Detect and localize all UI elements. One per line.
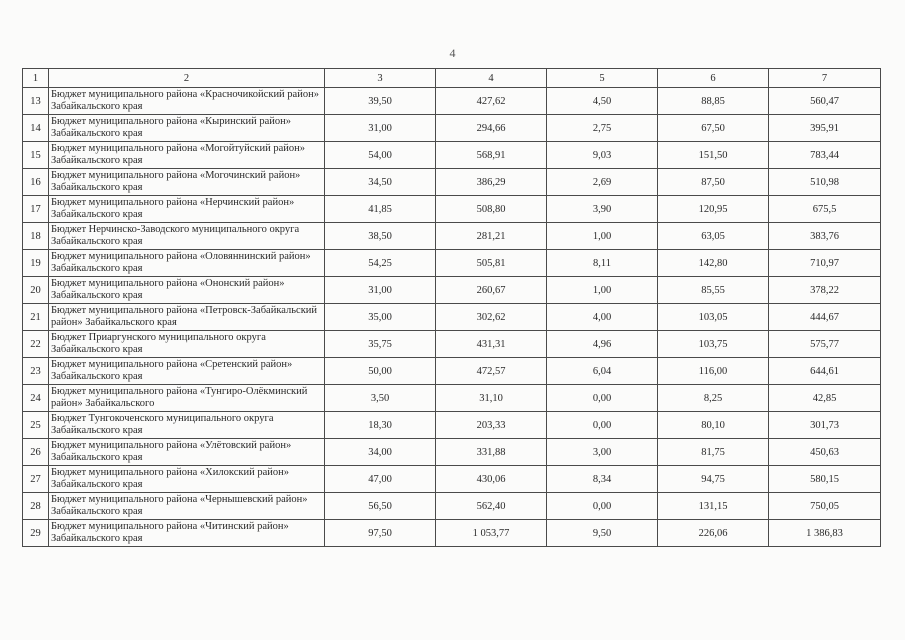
column-header-6: 6: [658, 69, 769, 88]
table-row: [23, 412, 881, 439]
value-col-6: 81,75: [658, 439, 769, 466]
value-col-4: 427,62: [436, 88, 547, 115]
value-col-6: 103,75: [658, 331, 769, 358]
budget-name: Бюджет муниципального района «Ононский район» Забайкальского края: [49, 277, 325, 304]
budget-name: Бюджет муниципального района «Сретенский район» Забайкальского края: [49, 358, 325, 385]
budget-name: Бюджет муниципального района «Нерчинский район» Забайкальского края: [49, 196, 325, 223]
value-col-6: 226,06: [658, 520, 769, 547]
value-col-6: 131,15: [658, 493, 769, 520]
value-col-5: 4,96: [547, 331, 658, 358]
value-col-3: 3,50: [325, 385, 436, 412]
row-number: 15: [23, 142, 49, 169]
value-col-6: 142,80: [658, 250, 769, 277]
value-col-4: 472,57: [436, 358, 547, 385]
column-header-3: 3: [325, 69, 436, 88]
value-col-4: 302,62: [436, 304, 547, 331]
value-col-5: 2,69: [547, 169, 658, 196]
value-col-5: 0,00: [547, 493, 658, 520]
value-col-4: 1 053,77: [436, 520, 547, 547]
value-col-6: 151,50: [658, 142, 769, 169]
row-number: 28: [23, 493, 49, 520]
value-col-7: 395,91: [769, 115, 881, 142]
value-col-5: 4,50: [547, 88, 658, 115]
value-col-5: 8,11: [547, 250, 658, 277]
table-row: [23, 520, 881, 547]
table-row: [23, 304, 881, 331]
value-col-3: 39,50: [325, 88, 436, 115]
value-col-3: 18,30: [325, 412, 436, 439]
table-row: [23, 358, 881, 385]
value-col-3: 31,00: [325, 115, 436, 142]
row-number: 21: [23, 304, 49, 331]
value-col-5: 1,00: [547, 277, 658, 304]
row-number: 19: [23, 250, 49, 277]
value-col-3: 41,85: [325, 196, 436, 223]
value-col-4: 505,81: [436, 250, 547, 277]
header-row: [23, 69, 881, 88]
value-col-6: 103,05: [658, 304, 769, 331]
value-col-3: 50,00: [325, 358, 436, 385]
table-row: [23, 142, 881, 169]
table-body: [23, 88, 881, 547]
value-col-5: 8,34: [547, 466, 658, 493]
value-col-6: 88,85: [658, 88, 769, 115]
value-col-3: 34,50: [325, 169, 436, 196]
table-row: [23, 196, 881, 223]
table-row: [23, 115, 881, 142]
budget-name: Бюджет муниципального района «Красночикойский район» Забайкальского края: [49, 88, 325, 115]
value-col-3: 54,00: [325, 142, 436, 169]
value-col-5: 3,00: [547, 439, 658, 466]
value-col-4: 386,29: [436, 169, 547, 196]
column-header-1: 1: [23, 69, 49, 88]
row-number: 14: [23, 115, 49, 142]
value-col-5: 2,75: [547, 115, 658, 142]
value-col-7: 383,76: [769, 223, 881, 250]
budget-table: [22, 68, 881, 547]
value-col-3: 54,25: [325, 250, 436, 277]
row-number: 18: [23, 223, 49, 250]
value-col-3: 31,00: [325, 277, 436, 304]
value-col-4: 508,80: [436, 196, 547, 223]
column-header-5: 5: [547, 69, 658, 88]
table-row: [23, 331, 881, 358]
value-col-6: 120,95: [658, 196, 769, 223]
row-number: 25: [23, 412, 49, 439]
value-col-4: 430,06: [436, 466, 547, 493]
value-col-3: 47,00: [325, 466, 436, 493]
value-col-3: 35,75: [325, 331, 436, 358]
value-col-7: 575,77: [769, 331, 881, 358]
value-col-6: 63,05: [658, 223, 769, 250]
value-col-7: 378,22: [769, 277, 881, 304]
value-col-4: 203,33: [436, 412, 547, 439]
row-number: 23: [23, 358, 49, 385]
budget-name: Бюджет муниципального района «Могойтуйский район» Забайкальского края: [49, 142, 325, 169]
row-number: 17: [23, 196, 49, 223]
value-col-7: 750,05: [769, 493, 881, 520]
value-col-5: 1,00: [547, 223, 658, 250]
table-row: [23, 385, 881, 412]
value-col-3: 38,50: [325, 223, 436, 250]
row-number: 27: [23, 466, 49, 493]
table-row: [23, 466, 881, 493]
value-col-7: 560,47: [769, 88, 881, 115]
value-col-4: 281,21: [436, 223, 547, 250]
value-col-4: 260,67: [436, 277, 547, 304]
value-col-4: 568,91: [436, 142, 547, 169]
table-row: [23, 493, 881, 520]
row-number: 24: [23, 385, 49, 412]
row-number: 22: [23, 331, 49, 358]
value-col-7: 710,97: [769, 250, 881, 277]
value-col-7: 1 386,83: [769, 520, 881, 547]
row-number: 16: [23, 169, 49, 196]
budget-name: Бюджет муниципального района «Могочинский район» Забайкальского края: [49, 169, 325, 196]
table-row: [23, 223, 881, 250]
column-header-7: 7: [769, 69, 881, 88]
value-col-7: 675,5: [769, 196, 881, 223]
row-number: 20: [23, 277, 49, 304]
value-col-7: 580,15: [769, 466, 881, 493]
table-row: [23, 88, 881, 115]
value-col-6: 80,10: [658, 412, 769, 439]
budget-name: Бюджет муниципального района «Улётовский район» Забайкальского края: [49, 439, 325, 466]
budget-name: Бюджет муниципального района «Оловяннинский район» Забайкальского края: [49, 250, 325, 277]
value-col-6: 8,25: [658, 385, 769, 412]
value-col-5: 6,04: [547, 358, 658, 385]
value-col-4: 562,40: [436, 493, 547, 520]
value-col-7: 444,67: [769, 304, 881, 331]
value-col-5: 4,00: [547, 304, 658, 331]
value-col-7: 42,85: [769, 385, 881, 412]
value-col-4: 431,31: [436, 331, 547, 358]
table-row: [23, 169, 881, 196]
value-col-3: 97,50: [325, 520, 436, 547]
budget-name: Бюджет муниципального района «Чернышевский район» Забайкальского края: [49, 493, 325, 520]
value-col-7: 783,44: [769, 142, 881, 169]
table-row: [23, 250, 881, 277]
value-col-6: 116,00: [658, 358, 769, 385]
value-col-4: 294,66: [436, 115, 547, 142]
value-col-4: 331,88: [436, 439, 547, 466]
value-col-6: 85,55: [658, 277, 769, 304]
value-col-5: 9,03: [547, 142, 658, 169]
value-col-4: 31,10: [436, 385, 547, 412]
value-col-5: 9,50: [547, 520, 658, 547]
table-row: [23, 439, 881, 466]
value-col-6: 67,50: [658, 115, 769, 142]
value-col-3: 34,00: [325, 439, 436, 466]
budget-name: Бюджет Нерчинско-Заводского муниципального округа Забайкальского края: [49, 223, 325, 250]
value-col-3: 35,00: [325, 304, 436, 331]
value-col-7: 301,73: [769, 412, 881, 439]
column-header-4: 4: [436, 69, 547, 88]
value-col-5: 0,00: [547, 385, 658, 412]
value-col-7: 644,61: [769, 358, 881, 385]
value-col-7: 450,63: [769, 439, 881, 466]
row-number: 26: [23, 439, 49, 466]
budget-name: Бюджет муниципального района «Тунгиро-Олёкминский район» Забайкальского: [49, 385, 325, 412]
value-col-5: 3,90: [547, 196, 658, 223]
value-col-7: 510,98: [769, 169, 881, 196]
budget-name: Бюджет муниципального района «Читинский район» Забайкальского края: [49, 520, 325, 547]
budget-name: Бюджет муниципального района «Хилокский район» Забайкальского края: [49, 466, 325, 493]
value-col-6: 87,50: [658, 169, 769, 196]
table-row: [23, 277, 881, 304]
value-col-3: 56,50: [325, 493, 436, 520]
row-number: 13: [23, 88, 49, 115]
budget-name: Бюджет муниципального района «Кыринский район» Забайкальского края: [49, 115, 325, 142]
value-col-6: 94,75: [658, 466, 769, 493]
column-header-2: 2: [49, 69, 325, 88]
row-number: 29: [23, 520, 49, 547]
budget-name: Бюджет Тунгокоченского муниципального округа Забайкальского края: [49, 412, 325, 439]
budget-name: Бюджет муниципального района «Петровск-Забайкальский район» Забайкальского края: [49, 304, 325, 331]
value-col-5: 0,00: [547, 412, 658, 439]
page-number: 4: [449, 46, 456, 60]
budget-name: Бюджет Приаргунского муниципального округа Забайкальского края: [49, 331, 325, 358]
